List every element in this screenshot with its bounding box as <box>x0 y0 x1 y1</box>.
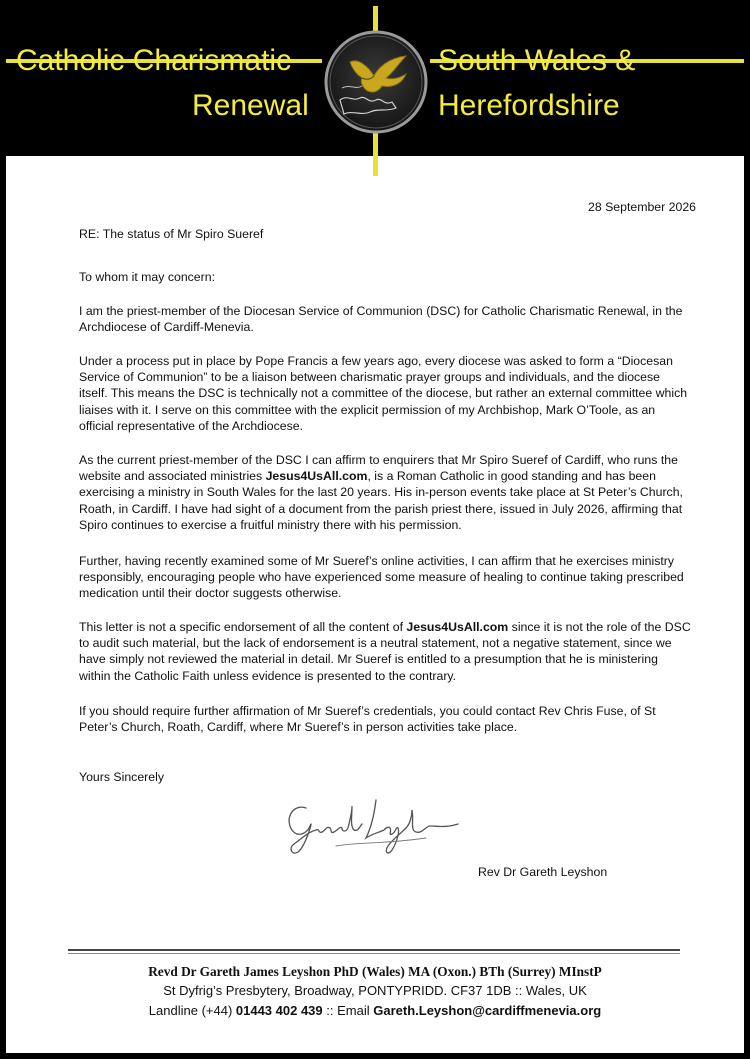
banner-title-left-line1: Catholic Charismatic <box>16 44 292 77</box>
letter-date: 28 September 2026 <box>588 200 697 214</box>
letter-paragraph-6: If you should require further affirmation of Mr Sueref’s credentials, you could contact Rev Chris Fuse, of St Peter’s Church, Roath, Cardiff, where Mr Sueref’s in person activities take place. <box>79 704 656 735</box>
footer-contact <box>6 1003 744 1018</box>
letter-paragraph-5 <box>79 619 691 684</box>
footer-divider-thin <box>68 953 680 954</box>
paragraph-3-text-b: , is a Roman Catholic in good standing and has been exercising a ministry in South Wales for the last 20 years. His in-person events take place at St Peter’s Church, Roath, in Cardiff. I have had sight of a document from the parish priest there, issued in July 2026, affirming that Spiro continues to exercise a fruitful ministry there with his permission. <box>79 469 683 532</box>
footer-credentials: Revd Dr Gareth James Leyshon PhD (Wales) MA (Oxon.) BTh (Surrey) MInstP <box>148 964 602 979</box>
letter-closing: Yours Sincerely <box>79 770 164 784</box>
letter-page <box>6 6 744 1053</box>
dove-over-map-logo-icon <box>322 28 430 136</box>
paragraph-5-text-a: This letter is not a specific endorsement of all the content of <box>79 620 407 634</box>
footer-address: St Dyfrig’s Presbytery, Broadway, PONTYPRIDD. CF37 1DB :: Wales, UK <box>163 983 587 998</box>
footer-divider <box>68 949 680 951</box>
website-name: Jesus4UsAll.com <box>265 469 368 484</box>
handwritten-signature <box>276 786 476 861</box>
letter-salutation: To whom it may concern: <box>79 270 215 284</box>
signer-name: Rev Dr Gareth Leyshon <box>478 865 608 879</box>
landline-label: Landline (+44) <box>148 1003 236 1018</box>
banner-title-right-line2: Herefordshire <box>438 89 620 122</box>
letter-subject: RE: The status of Mr Spiro Sueref <box>79 227 264 241</box>
banner-title-left-line2: Renewal <box>192 89 309 122</box>
paragraph-3-text-a: As the current priest-member of the DSC I can affirm to enquirers that Mr Spiro Sueref of Cardiff, who runs the website and associated ministries <box>79 453 678 484</box>
website-name: Jesus4UsAll.com <box>406 620 509 634</box>
email-label: :: Email <box>322 1003 374 1018</box>
letter-paragraph-4: Further, having recently examined some of Mr Sueref’s online activities, I can affirm that he exercises ministry responsibly, encouraging people who have experienced some measure of healing to continue taking prescribed medication until their doctor suggests otherwise. <box>79 554 684 601</box>
letter-paragraph-1: I am the priest-member of the Diocesan Service of Communion (DSC) for Catholic Charismatic Renewal, in the Archdiocese of Cardiff-Menevia. <box>79 304 683 335</box>
email-address: Gareth.Leyshon@cardiffmenevia.org <box>373 1003 602 1018</box>
phone-number: 01443 402 439 <box>235 1003 323 1018</box>
paragraph-5-text-b: since it is not the role of the DSC to audit such material, but the lack of endorsement is a neutral statement, not a negative statement, since we have simply not reviewed the material in detail. Mr Sueref is entitled to a presumption that he is ministering within the Catholic Faith unless evidence is presented to the contrary. <box>79 620 691 683</box>
banner-title-right-line1: South Wales & <box>438 44 636 77</box>
letter-paragraph-3 <box>79 452 691 533</box>
letter-paragraph-2: Under a process put in place by Pope Francis a few years ago, every diocese was asked to form a “Diocesan Service of Communion” to be a liaison between charismatic prayer groups and individuals, and the diocese itself. This means the DSC is technically not a committee of the diocese, but rather an external committee which liaises with it. I serve on this committee with the explicit permission of my Archbishop, Mark O’Toole, as an official representative of the Archdiocese. <box>79 354 688 433</box>
